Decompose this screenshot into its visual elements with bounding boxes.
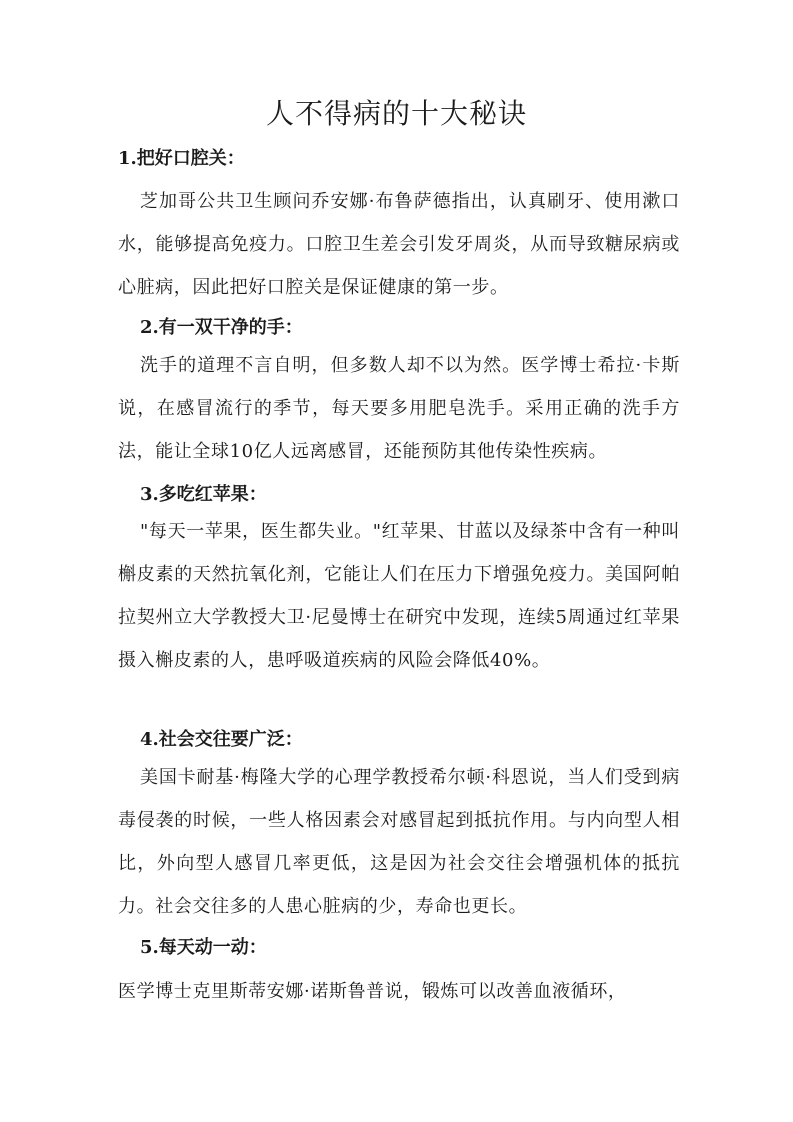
section-heading-1: 1.把好口腔关： <box>118 148 245 169</box>
section-heading-4: 4.社会交往要广泛： <box>140 729 303 750</box>
section-heading-3: 3.多吃红苹果： <box>140 484 267 505</box>
section-body-3: "每天一苹果，医生都失业。"红苹果、甘蓝以及绿茶中含有一种叫槲皮素的天然抗氧化剂，它能让人们在压力下增强免疫力。美国阿帕拉契州立大学教授大卫·尼曼博士在研究中发现，连续5周通过红苹果摄入槲皮素的人，患呼吸道疾病的风险会降低40%。 <box>118 521 680 671</box>
section-body-5: 医学博士克里斯蒂安娜·诺斯鲁普说，锻炼可以改善血液循环， <box>118 981 627 1002</box>
section-heading-2: 2.有一双干净的手： <box>140 317 303 338</box>
section-body-1: 芝加哥公共卫生顾问乔安娜·布鲁萨德指出，认真刷牙、使用漱口水，能够提高免疫力。口腔卫生差会引发牙周炎，从而导致糖尿病或心脏病，因此把好口腔关是保证健康的第一步。 <box>118 191 680 298</box>
section-body-4: 美国卡耐基·梅隆大学的心理学教授希尔顿·科恩说，当人们受到病毒侵袭的时候，一些人格因素会对感冒起到抵抗作用。与内向型人相比，外向型人感冒几率更低，这是因为社会交往会增强机体的抵抗力。社会交往多的人患心脏病的少，寿命也更长。 <box>118 767 680 917</box>
document-title: 人不得病的十大秘诀 <box>265 97 527 130</box>
section-body-2: 洗手的道理不言自明，但多数人却不以为然。医学博士希拉·卡斯说，在感冒流行的季节，每天要多用肥皂洗手。采用正确的洗手方法，能让全球10亿人远离感冒，还能预防其他传染性疾病。 <box>118 355 680 462</box>
section-heading-5: 5.每天动一动： <box>140 937 267 958</box>
